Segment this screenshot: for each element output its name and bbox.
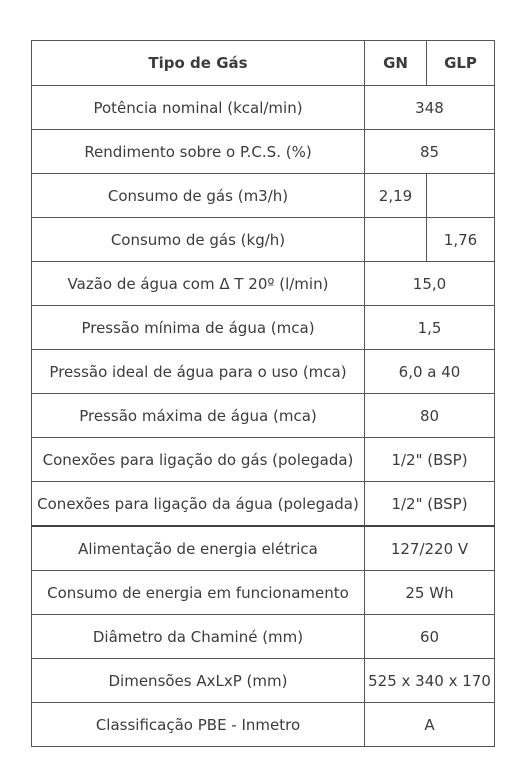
table-row <box>32 526 495 571</box>
table-row <box>32 262 495 306</box>
table-header-row <box>32 41 495 86</box>
row-label: Diâmetro da Chaminé (mm) <box>32 615 365 659</box>
row-value: 6,0 a 40 <box>365 350 495 394</box>
row-value-gn <box>365 218 427 262</box>
row-value: 60 <box>365 615 495 659</box>
row-value: 348 <box>365 86 495 130</box>
row-value: 525 x 340 x 170 <box>365 659 495 703</box>
table-row <box>32 703 495 747</box>
row-label: Vazão de água com Δ T 20º (l/min) <box>32 262 365 306</box>
row-value-glp: 1,76 <box>427 218 495 262</box>
header-gas-type: Tipo de Gás <box>32 41 365 86</box>
row-value: 1/2" (BSP) <box>365 438 495 482</box>
row-label: Dimensões AxLxP (mm) <box>32 659 365 703</box>
table-row <box>32 659 495 703</box>
table-row <box>32 482 495 527</box>
table-row <box>32 438 495 482</box>
row-value-gn: 2,19 <box>365 174 427 218</box>
table-row <box>32 174 495 218</box>
row-value: 1/2" (BSP) <box>365 482 495 527</box>
row-value: 25 Wh <box>365 571 495 615</box>
row-value: 85 <box>365 130 495 174</box>
header-glp: GLP <box>427 41 495 86</box>
table-row <box>32 394 495 438</box>
row-label: Potência nominal (kcal/min) <box>32 86 365 130</box>
row-label: Consumo de gás (kg/h) <box>32 218 365 262</box>
row-label: Consumo de energia em funcionamento <box>32 571 365 615</box>
table-row <box>32 571 495 615</box>
row-label: Pressão mínima de água (mca) <box>32 306 365 350</box>
header-gn: GN <box>365 41 427 86</box>
row-value: 80 <box>365 394 495 438</box>
table-row <box>32 86 495 130</box>
row-label: Pressão ideal de água para o uso (mca) <box>32 350 365 394</box>
row-label: Alimentação de energia elétrica <box>32 526 365 571</box>
row-label: Pressão máxima de água (mca) <box>32 394 365 438</box>
row-label: Consumo de gás (m3/h) <box>32 174 365 218</box>
row-value: 127/220 V <box>365 526 495 571</box>
table-row <box>32 615 495 659</box>
row-value: 1,5 <box>365 306 495 350</box>
row-value: A <box>365 703 495 747</box>
row-label: Classificação PBE - Inmetro <box>32 703 365 747</box>
row-value: 15,0 <box>365 262 495 306</box>
table-row <box>32 218 495 262</box>
table-row <box>32 306 495 350</box>
row-label: Rendimento sobre o P.C.S. (%) <box>32 130 365 174</box>
row-label: Conexões para ligação da água (polegada) <box>32 482 365 527</box>
row-label: Conexões para ligação do gás (polegada) <box>32 438 365 482</box>
table-row <box>32 130 495 174</box>
row-value-glp <box>427 174 495 218</box>
table-row <box>32 350 495 394</box>
spec-table <box>31 40 495 747</box>
